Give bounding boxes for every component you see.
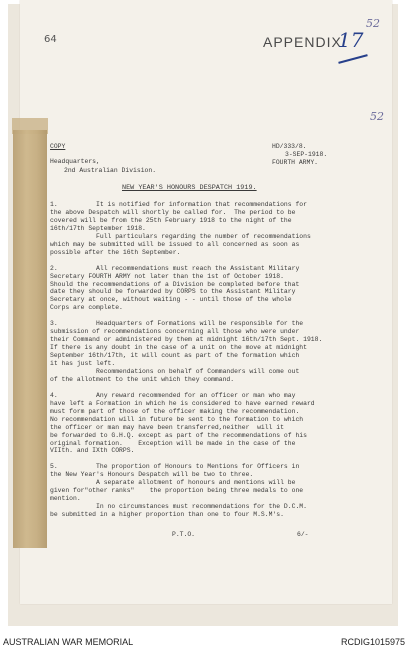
body-line: Corps are complete. [50, 304, 123, 312]
body-line: possible after the 16th September. [50, 248, 181, 256]
body-line: date they should be forwarded by CORPS to the Assistant Military [50, 288, 296, 296]
record-id: RCDIG1015975 [340, 637, 405, 647]
issuing-army: FOURTH ARMY. [272, 159, 319, 166]
body-line: given for"other ranks" the proportion being three medals to one [50, 487, 304, 495]
body-line: 5. The proportion of Honours to Mentions for Officers in [50, 463, 300, 471]
source-caption: AUSTRALIAN WAR MEMORIAL [3, 637, 134, 647]
appendix-label: APPENDIX [263, 34, 342, 50]
body-line: In no circumstances must recommendations for the D.C.M. [50, 503, 307, 511]
tape-strip [13, 130, 47, 548]
body-line: it has just left. [50, 360, 116, 367]
body-line: 16th/17th September 1918. [50, 224, 146, 232]
next-page-number: 6/- [297, 531, 309, 538]
body-line: Secretary FOURTH ARMY not later than the 1st of October 1918. [50, 272, 284, 280]
addressee-line-2: 2nd Australian Division. [64, 167, 157, 174]
body-line: which may be submitted will be issued to all concerned as soon as [50, 240, 300, 248]
body-line: September 16th/17th, it will count as part of the formation which [50, 352, 300, 360]
body-line: the officer or man may have been transferred,neither will it [50, 423, 284, 431]
document-title: NEW YEAR'S HONOURS DESPATCH 1919. [122, 184, 257, 192]
copy-label: COPY [50, 143, 66, 150]
folio-number-left: 64 [44, 34, 57, 45]
body-line: 3. Headquarters of Formations will be responsible for the [50, 320, 304, 328]
body-line: 2. All recommendations must reach the Assistant Military [50, 264, 300, 272]
body-line: Recommendations on behalf of Commanders will come out [50, 367, 300, 375]
reference-number: HD/333/8. [272, 143, 307, 150]
body-line: be forwarded to G.H.Q. except as part of the recommendations of his [50, 431, 307, 439]
body-line: If there is any doubt in the case of a unit on the move at midnight [50, 344, 307, 352]
body-line: the New Year's Honours Despatch will be two to three. [50, 471, 254, 479]
body-line: VIIth. and IXth CORPS. [50, 447, 135, 455]
body-line: mention. [50, 495, 81, 503]
appendix-number: 17 [338, 28, 364, 52]
body-line: their Command or administered by them at midnight 16th/17th Sept. 1918. [50, 336, 323, 344]
body-line: must form part of those of the officer making the recommendation. [50, 407, 300, 415]
body-line: 4. Any reward recommended for an officer or man who may [50, 391, 296, 399]
folio-number-right-second: 52 [370, 110, 384, 123]
folio-number-right: 52 [366, 17, 380, 30]
body-line: submission of recommendations concerning all those who were under [50, 328, 300, 336]
body-line: covered will be from the 25th February 1918 to the night of the [50, 216, 292, 224]
body-line: 1. It is notified for information that recommendations for [50, 201, 307, 208]
body-line: Should the recommendations of a Division be completed before that [50, 280, 300, 288]
body-line: No recommendation will in future be sent to the formation to which [50, 415, 304, 423]
body-line: Secretary at once, without waiting - - until those of the whole [50, 296, 292, 304]
body-line: Full particulars regarding the number of recommendations [50, 232, 311, 240]
pto-note: P.T.O. [172, 531, 196, 538]
addressee-line-1: Headquarters, [50, 158, 100, 165]
body-line: original formation. Exception will be made in the case of the [50, 439, 296, 447]
body-line: have left a Formation in which he is considered to have earned reward [50, 399, 315, 407]
document-date: 3-SEP-1918. [285, 151, 328, 158]
body-line: be submitted in a higher proportion than one to four M.S.M's. [50, 511, 284, 519]
body-line: A separate allotment of honours and mentions will be [50, 479, 296, 487]
body-line: of the allotment to the unit which they command. [50, 375, 235, 383]
body-line: the above Despatch will shortly be called for. The period to be [50, 208, 296, 216]
